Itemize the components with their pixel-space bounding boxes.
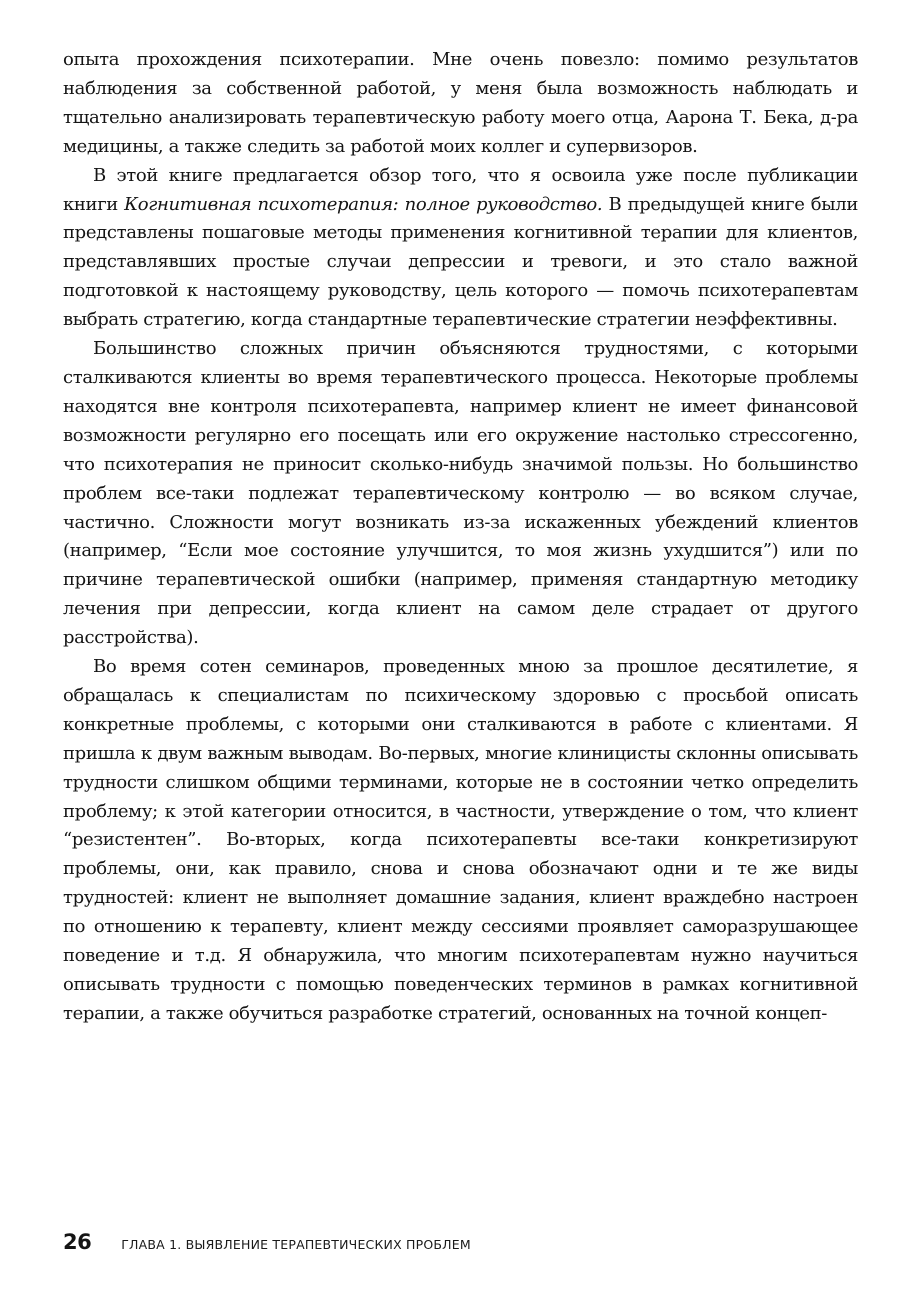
paragraph-book-overview — [63, 162, 858, 335]
paragraph-text-after-title: В предыдущей книге были представлены пошаговые методы применения когнитивной терапии для клиентов, представлявших простые случаи депрессии и тревоги, и это стало важной подготовкой к настоящему руководству, цель которого — помочь психотерапевтам выбрать стратегию, когда стандартные терапевтические стратегии неэффективны. — [63, 193, 859, 331]
body-text — [63, 46, 858, 1029]
running-head: ГЛАВА 1. ВЫЯВЛЕНИЕ ТЕРАПЕВТИЧЕСКИХ ПРОБЛЕМ — [121, 1237, 471, 1252]
paragraph-continuation: опыта прохождения психотерапии. Мне очень повезло: помимо результатов наблюдения за собственной работой, у меня была возможность наблюдать и тщательно анализировать терапевтическую работу моего отца, Аарона Т. Бека, д-ра медицины, а также следить за работой моих коллег и супервизоров. — [63, 49, 858, 157]
paragraph-seminars: Во время сотен семинаров, проведенных мною за прошлое десятилетие, я обращалась к специалистам по психическому здоровью с просьбой описать конкретные проблемы, с которыми они сталкиваются в работе с клиентами. Я пришла к двум важным выводам. Во-первых, многие клиницисты склонны описывать трудности слишком общими терминами, которые не в состоянии четко определить проблему; к этой категории относится, в частности, утверждение о том, что клиент “резистентен”. Во-вторых, когда психотерапевты все-таки конкретизируют проблемы, они, как правило, снова и снова обозначают одни и те же виды трудностей: клиент не выполняет домашние задания, клиент враждебно настроен по отношению к терапевту, клиент между сессиями проявляет саморазрушающее поведение и т.д. Я обнаружила, что многим психотерапевтам нужно научиться описывать трудности с помощью поведенческих терминов в рамках когнитивной терапии, а также обучиться разработке стратегий, основанных на точной концеп- — [63, 656, 858, 1024]
page-footer — [63, 1230, 858, 1260]
paragraph-text-before-title: В этой книге предлагается обзор того, что я освоила уже после публикации книги — [63, 164, 858, 215]
page-number: 26 — [63, 1230, 92, 1254]
paragraph-difficulties: Большинство сложных причин объясняются трудностями, с которыми сталкиваются клиенты во время терапевтического процесса. Некоторые проблемы находятся вне контроля психотерапевта, например клиент не имеет финансовой возможности регулярно его посещать или его окружение настолько стрессогенно, что психотерапия не приносит сколько-нибудь значимой пользы. Но большинство проблем все-таки подлежат терапевтическому контролю — во всяком случае, частично. Сложности могут возникать из-за искаженных убеждений клиентов (например, “Если мое состояние улучшится, то моя жизнь ухудшится”) или по причине терапевтической ошибки (например, применяя стандартную методику лечения при депрессии, когда клиент на самом деле страдает от другого расстройства). — [63, 338, 858, 649]
book-title-italic: Когнитивная психотерапия: полное руководство. — [124, 193, 603, 215]
